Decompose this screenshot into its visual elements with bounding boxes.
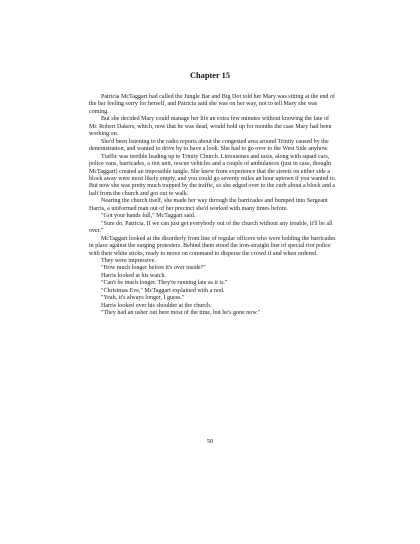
paragraph: "Sure do, Patricia. If we can just get everybody out of the church without any trouble, it'll be all over." [89,220,333,235]
page-number: 50 [206,438,214,445]
paragraph: Harris looked over his shoulder at the church. [101,302,212,309]
chapter-title: Chapter 15 [189,71,231,80]
paragraph: "Yeah, it's always longer, I guess." [101,295,185,302]
chapter-body [89,94,337,318]
paragraph: "Can't be much longer. They're running late as it is." [101,280,228,287]
paragraph: Harris looked at his watch. [101,272,166,279]
paragraph: "Got your hands full," McTaggart said. [101,213,196,220]
paragraph: But she decided Mary could manage her life an extra few minutes without knowing the fate of Mr. Robert Dakers, which, now that he was dead, would hold up for months the case Mary had been working on. [89,116,332,138]
paragraph: Traffic was terrible leading up to Trinity Church. Limousines and taxis, along with squad cars, police vans, barricades, a riot unit, rescue vehicles and a couple of ambulances (just in case, thought McTaggart) created an impossible tangle. She knew from experience that the streets on either side a block away were most likely empty, and you could go seventy miles an hour uptown if you wanted to. But now she was pretty much trapped by the traffic, so she edged over to the curb about a block and a half from the church and got out to walk. [89,153,337,197]
paragraph: She'd been listening to the radio reports about the congested area around Trinity caused by the demonstration, and wanted to drive by to have a look. She had to go over to the West Side anyhow. [89,138,329,153]
paragraph: Nearing the church itself, she made her way through the barricades and bumped into Sergeant Harris, a uniformed man out of her precinct she'd worked with many times before. [89,198,328,212]
paragraph: Patricia McTaggart had called the Jungle Bar and Big Dot told her Mary was sitting at the end of the bar feeling sorry for herself, and Patricia said she was on her way, not to tell Mary she was coming. [89,94,335,115]
paragraph: "How much longer before it's over inside?" [101,265,206,272]
paragraph: "They had an usher out here most of the time, but he's gone now." [101,310,261,317]
paragraph: "Christmas Eve," McTaggart explained with a nod. [101,287,225,294]
paragraph: McTaggart looked at the disorderly front line of regular officers who were holding the barricades in place against the surging protesters. Behind them stood the iron-straight line of special riot police with their white sticks, ready to move on command to disperse the crowd if and when ordered. [89,235,336,257]
paragraph: They were impressive. [101,257,156,264]
